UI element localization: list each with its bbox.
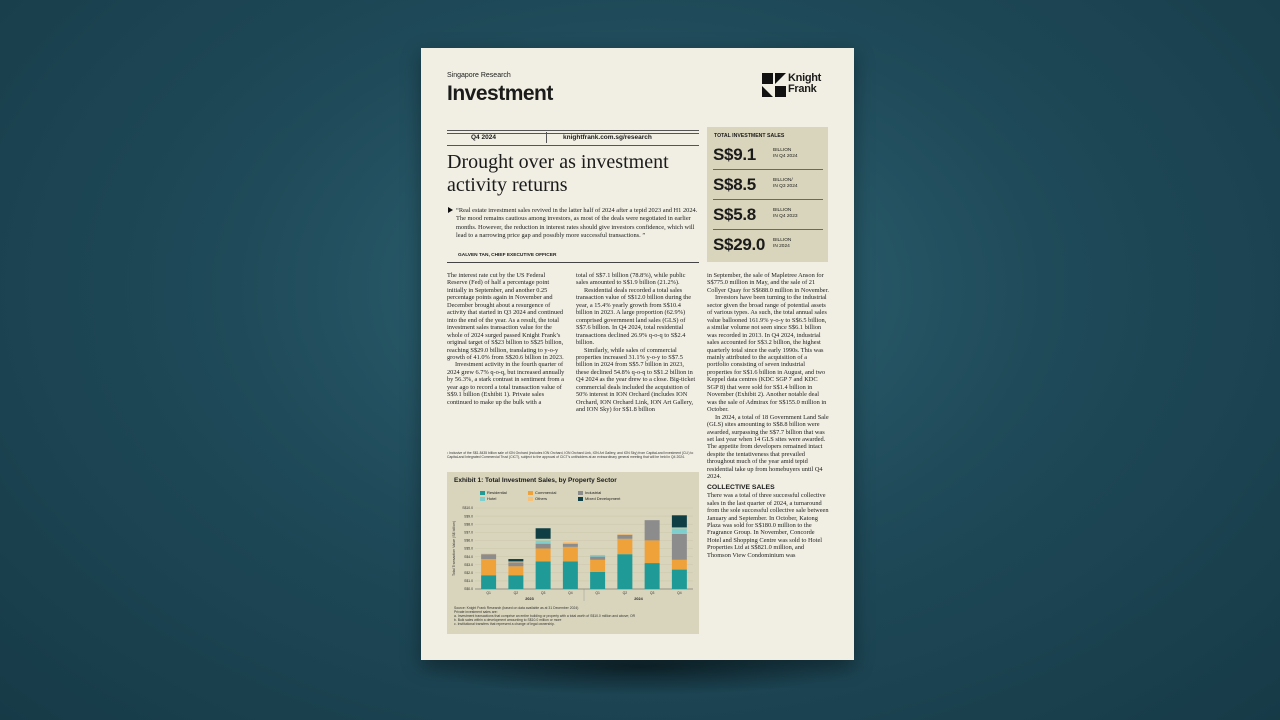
bar-segment-commercial xyxy=(536,549,551,562)
stat-unit: BILLION IN Q4 2023 xyxy=(773,208,798,219)
body-paragraph: Residential deals recorded a total sales transaction value of S$12.0 billion during the year, a 15.4% yearly growth from S$10.4 billion in 2023. A large proportion (62.9%) comprised government land sales (GLS) of S$7.6 billion. In Q4 2024, total residential transactions declined 26.9% q-o-q to S$2.4 billion. xyxy=(576,286,692,347)
bar-segment-hotel xyxy=(536,540,551,543)
bar-segment-commercial xyxy=(617,539,632,554)
body-paragraph: The interest rate cut by the US Federal Reserve (Fed) of half a percentage point initially in September, and another 0.25 percentage points again in November and December brought about a resurgence of activity that started in Q3 2024 and continued into the end of the year. As a result, the total investment sales transaction value for the whole of 2024 surged passed Knight Frank’s original target of S$23 billion to S$25 billion, reaching S$29.0 billion, translating to y-o-y growth of 41.0% from S$20.6 billion in 2023. xyxy=(447,272,564,361)
stat-value: S$9.1 xyxy=(713,145,756,164)
y-tick-label: S$4.0 xyxy=(464,554,473,559)
source-note: a. Investment transactions that comprise an entire building or property with a total worth of S$10.0 million and above; OR xyxy=(454,614,636,619)
bar-segment-others xyxy=(508,561,523,562)
legend-label: Mixed Development xyxy=(585,496,621,501)
knight-frank-logo-icon xyxy=(762,73,786,97)
stat-unit: BILLION/ IN Q3 2024 xyxy=(773,178,798,189)
bar-segment-industrial xyxy=(563,544,578,547)
exhibit-panel xyxy=(447,472,699,634)
legend-label: Hotel xyxy=(487,496,497,501)
page-shadow xyxy=(410,655,870,695)
y-tick-label: S$1.0 xyxy=(464,579,473,584)
bar-segment-residential xyxy=(563,561,578,589)
stat-value: S$8.5 xyxy=(713,175,756,194)
y-tick-label: S$10.0 xyxy=(462,506,473,511)
bar-segment-residential xyxy=(672,570,687,589)
body-paragraph: Investors have been turning to the industrial sector given the broad range of potential assets of various types. As such, the total annual sales value ballooned 161.9% y-o-y to S$6.5 billion, a similar volume not seen since S$6.1 billion was recorded in 2013. In Q4 2024, industrial sales accounted for S$3.2 billion, the highest quarterly total since the early 1990s. This was mainly attributed to the acquisition of a portfolio consisting of seven industrial properties for S$1.6 billion in August, and two Keppel data centres (KDC SGP 7 and KDC SGP 8) that were sold for S$1.4 billion in November (Exhibit 2). Another notable deal was the sale of Admirax for S$155.0 million in October. xyxy=(707,294,827,414)
stats-panel xyxy=(707,127,828,262)
y-axis-title: Total Transaction Value (S$ billion) xyxy=(452,520,456,577)
body-column-1 xyxy=(447,272,565,406)
bar-segment-industrial xyxy=(508,562,523,566)
legend-label: Residential xyxy=(487,490,507,495)
body-paragraph: total of S$7.1 billion (78.8%), while public sales amounted to S$1.9 billion (21.2%). xyxy=(576,272,686,287)
bar-segment-commercial xyxy=(508,566,523,575)
bar-segment-commercial xyxy=(672,560,687,570)
legend-label: Commercial xyxy=(535,490,557,495)
section-heading: COLLECTIVE SALES xyxy=(707,483,775,491)
source-note: b. Bulk sales within a development amounting to S$10.0 million or more xyxy=(454,618,562,623)
body-paragraph: Investment activity in the fourth quarter of 2024 grew 6.7% q-o-q, but increased annually by 56.3%, a stark contrast in sentiment from a year ago to record a total transaction value of S$9.1 billion (Exhibit 1). Private sales continued to make up the bulk with a xyxy=(447,361,565,406)
issue-url[interactable]: knightfrank.com.sg/research xyxy=(563,134,652,141)
y-tick-label: S$8.0 xyxy=(464,522,473,527)
section-divider xyxy=(447,262,699,263)
y-tick-label: S$3.0 xyxy=(464,562,473,567)
stat-item xyxy=(713,141,823,170)
logo-line-2: Frank xyxy=(788,83,817,95)
y-tick-label: S$9.0 xyxy=(464,514,473,519)
x-tick-label: Q4 xyxy=(568,591,573,595)
x-tick-label: Q3 xyxy=(540,591,546,595)
bar-segment-industrial xyxy=(536,544,551,549)
y-tick-label: S$2.0 xyxy=(464,571,473,575)
report-kicker: Singapore Research xyxy=(447,72,511,79)
bar-segment-industrial xyxy=(481,554,496,559)
headline: Drought over as investment activity returns xyxy=(447,151,669,196)
y-tick-label: S$5.0 xyxy=(464,546,473,551)
bar-segment-residential xyxy=(590,572,605,589)
stacked-bar-chart xyxy=(447,472,699,606)
body-column-3 xyxy=(707,272,829,559)
x-tick-label: Q1 xyxy=(595,591,600,595)
bar-segment-hotel xyxy=(672,528,687,534)
quote-author: GALVEN TAN, CHIEF EXECUTIVE OFFICER xyxy=(458,253,557,258)
bar-segment-industrial xyxy=(590,557,605,560)
issue-bar-divider xyxy=(546,132,547,143)
stat-item xyxy=(713,201,823,230)
bar-segment-commercial xyxy=(481,559,496,575)
y-tick-label: S$0.0 xyxy=(464,587,473,592)
stat-item xyxy=(713,231,823,259)
stat-item xyxy=(713,171,823,200)
logo-line-1: Knight xyxy=(788,72,822,84)
body-column-2 xyxy=(576,272,698,414)
source-note: Private investment sales are: xyxy=(454,610,498,615)
report-page xyxy=(421,48,854,660)
bar-segment-others xyxy=(481,553,496,554)
x-tick-label: Q2 xyxy=(513,591,519,595)
issue-bar xyxy=(447,130,699,146)
bar-segment-hotel xyxy=(590,555,605,557)
legend-label: Others xyxy=(535,496,548,501)
report-title: Investment xyxy=(447,82,553,105)
body-paragraph: In 2024, a total of 18 Government Land Sale (GLS) sites amounting to S$8.8 billion were awarded, surpassing the S$7.7 billion that was set last year when 14 GLS sites were awarded. The appetite from developers remained intact despite the tentativeness that prevailed throughout much of the year amid tepid residential take up from homebuyers until Q4 2024. xyxy=(707,413,829,481)
source-note: c. Institutional transfers that represent a change of legal ownership. xyxy=(454,622,555,627)
year-group-label: 2023 xyxy=(525,597,534,601)
bar-segment-others xyxy=(536,539,551,541)
y-tick-label: S$6.0 xyxy=(464,538,473,543)
bar-segment-residential xyxy=(481,575,496,589)
year-group-label: 2024 xyxy=(634,597,643,601)
bar-segment-industrial xyxy=(617,535,632,539)
bar-segment-residential xyxy=(508,575,523,589)
bar-segment-mixed-development xyxy=(508,559,523,561)
bar-segment-commercial xyxy=(590,560,605,572)
footnote: ¹ Inclusive of the S$1.8435 billion sale of ION Orchard (includes ION Orchard, ION Orchard Link, ION Art Gallery, and ION Sky) from CapitaLand Investment (CLI) to CapitaLand Integrated Commercial Trust (CICT), subject to the approval of CICT’s unitholders at an extraordinary general meeting that will be held in Q4 2024. xyxy=(447,451,694,460)
bar-segment-residential xyxy=(645,563,660,589)
body-paragraph: There was a total of three successful collective sales in the last quarter of 2024, a turnaround from the sole successful collective sale between January and September. In October, Katong Plaza was sold for S$180.0 million to the Fragrance Group. In November, Concorde Hotel and Shopping Centre was sold to Hotel Properties Ltd at S$821.0 million, and Thomson View Condominium was xyxy=(707,492,829,559)
bar-segment-commercial xyxy=(563,547,578,562)
exhibit-title: Exhibit 1: Total Investment Sales, by Property Sector xyxy=(454,477,617,484)
bar-segment-others xyxy=(563,542,578,544)
bar-segment-mixed-development xyxy=(672,515,687,527)
stat-unit: BILLION IN Q4 2024 xyxy=(773,148,798,159)
x-tick-label: Q4 xyxy=(677,591,682,595)
bar-segment-industrial xyxy=(645,520,660,540)
stat-value: S$29.0 xyxy=(713,235,766,254)
bar-segment-industrial xyxy=(672,534,687,560)
body-paragraph: Similarly, while sales of commercial properties increased 31.1% y-o-y to S$7.5 billion in 2024 from S$5.7 billion in 2023, these declined 54.8% q-o-q to S$1.2 billion in Q4 2024 as the year drew to a close. Big-ticket commercial deals included the acquisition of 50% interest in ION Orchard (includes ION Orchard, ION Orchard Link, ION Art Gallery, and ION Sky) for S$1.8 billion xyxy=(576,346,696,414)
stat-unit: BILLION IN 2024 xyxy=(773,238,792,249)
bar-segment-others xyxy=(672,527,687,528)
bar-segment-commercial xyxy=(645,540,660,563)
x-tick-label: Q1 xyxy=(486,591,491,595)
stats-heading: TOTAL INVESTMENT SALES xyxy=(714,133,785,139)
x-tick-label: Q2 xyxy=(622,591,628,595)
issue-quarter: Q4 2024 xyxy=(471,134,496,141)
y-tick-label: S$7.0 xyxy=(464,530,473,535)
bar-segment-residential xyxy=(536,561,551,589)
bar-segment-mixed-development xyxy=(536,528,551,539)
exhibit-source xyxy=(454,606,690,626)
ceo-quote: “Real estate investment sales revived in the latter half of 2024 after a tepid 2023 and H1 2024. The mood remains cautious among investors, as most of the deals were negotiated in earlier months. However, the reduction in interest rates should give investors confidence, which will lead to a narrowing price gap and possibly more successful transactions. ” xyxy=(456,207,698,240)
body-paragraph: in September, the sale of Mapletree Anson for S$775.0 million in May, and the sale of 21 Collyer Quay for S$688.0 million in November. xyxy=(707,272,829,294)
legend-label: Industrial xyxy=(585,490,602,495)
stat-value: S$5.8 xyxy=(713,205,756,224)
bar-segment-residential xyxy=(617,554,632,589)
source-line: Source: Knight Frank Research (based on data available as at 31 December 2024) xyxy=(454,606,579,610)
logo-text xyxy=(788,73,821,95)
bar-segment-others xyxy=(617,534,632,535)
knight-frank-logo xyxy=(762,73,828,99)
x-tick-label: Q3 xyxy=(649,591,655,595)
quote-arrow-icon xyxy=(448,207,453,213)
